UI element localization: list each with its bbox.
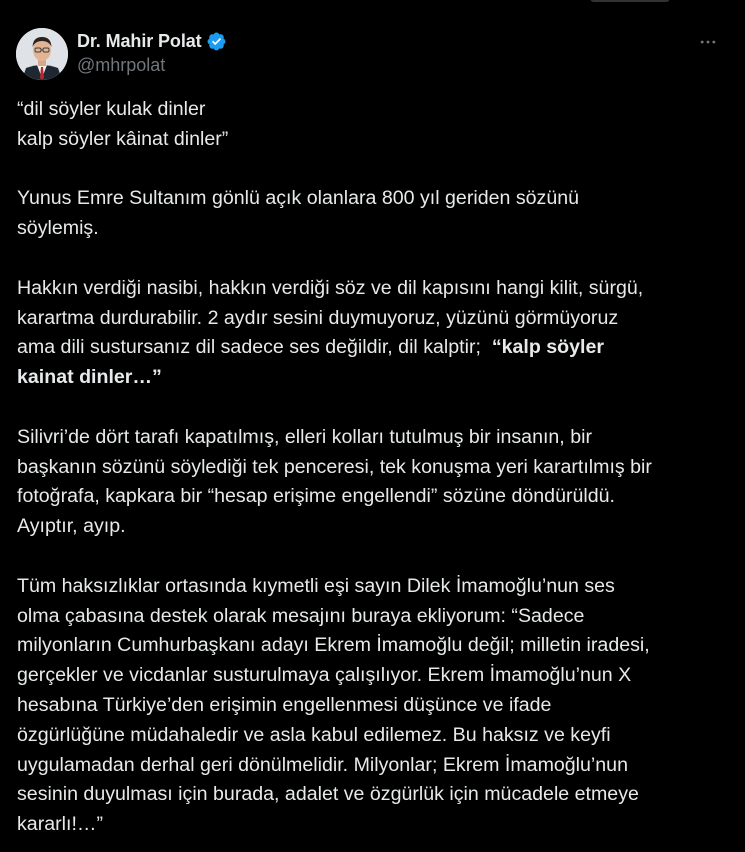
more-options-button[interactable]: [691, 28, 725, 56]
top-scroll-pill: [590, 0, 670, 2]
more-horizontal-icon: [698, 32, 718, 52]
tweet-line-text: ama dili sustursanız dil sadece ses değildir, dil kalptir;: [17, 336, 492, 359]
tweet-paragraph-3: [17, 274, 733, 393]
tweet-paragraph-4: [17, 423, 733, 542]
avatar-image: [16, 28, 68, 80]
tweet-paragraph-5: [17, 572, 733, 840]
tweet-bold-quote: “kalp söyler: [491, 336, 605, 359]
tweet-line: hesabına Türkiye’den erişimin engellenmesi düşünce ve ifade: [17, 693, 552, 716]
tweet-line: gerçekler ve vicdanlar susturulmaya çalışılıyor. Ekrem İmamoğlu’nun X: [17, 664, 632, 687]
author-display-name[interactable]: Dr. Mahir Polat: [77, 31, 202, 51]
tweet-text: [17, 95, 733, 840]
tweet-line: “dil söyler kulak dinler: [17, 98, 206, 120]
tweet-line: başkanın sözünü söylediği tek penceresi, tek konuşma yeri karartılmış bir: [17, 455, 652, 478]
verified-badge-icon[interactable]: [206, 31, 227, 52]
tweet-line: fotoğrafa, kapkara bir “hesap erişime engellendi” sözüne döndürüldü.: [17, 485, 615, 508]
tweet-line: kararlı!…”: [17, 813, 104, 836]
tweet-line: Yunus Emre Sultanım gönlü açık olanlara 800 yıl geriden sözünü: [17, 187, 580, 210]
tweet-line: özgürlüğüne müdahaledir ve asla kabul edilemez. Bu haksız ve keyfi: [17, 723, 611, 746]
tweet-bold-quote-end: kainat dinler…”: [17, 366, 162, 389]
tweet-line: Hakkın verdiği nasibi, hakkın verdiği söz ve dil kapısını hangi kilit, sürgü,: [17, 276, 644, 299]
avatar[interactable]: [16, 28, 68, 80]
tweet-line: Ayıptır, ayıp.: [17, 515, 126, 538]
author-name-row: [77, 31, 227, 52]
tweet-line: milyonların Cumhurbaşkanı adayı Ekrem İmamoğlu değil; milletin iradesi,: [17, 634, 650, 657]
tweet-line: olma çabasına destek olarak mesajını buraya ekliyorum: “Sadece: [17, 604, 585, 627]
tweet-line: söylemiş.: [17, 217, 99, 240]
tweet-line-mixed: [17, 333, 733, 363]
tweet-line: karartma durdurabilir. 2 aydır sesini duymuyoruz, yüzünü görmüyoruz: [17, 306, 619, 329]
author-handle[interactable]: @mhrpolat: [77, 55, 166, 75]
tweet-line: Silivri’de dört tarafı kapatılmış, elleri kolları tutulmuş bir insanın, bir: [17, 425, 592, 448]
tweet-paragraph-2: [17, 184, 733, 244]
tweet-line: sesinin duyulması için burada, adalet ve özgürlük için mücadele etmeye: [17, 783, 639, 806]
tweet-line: kalp söyler kâinat dinler”: [17, 127, 229, 150]
tweet-header: [16, 28, 729, 82]
tweet-paragraph-1: [17, 95, 733, 155]
tweet-line: Tüm haksızlıklar ortasında kıymetli eşi sayın Dilek İmamoğlu’nun ses: [17, 574, 615, 597]
tweet-line: uygulamadan derhal geri dönülmelidir. Milyonlar; Ekrem İmamoğlu’nun: [17, 753, 628, 776]
